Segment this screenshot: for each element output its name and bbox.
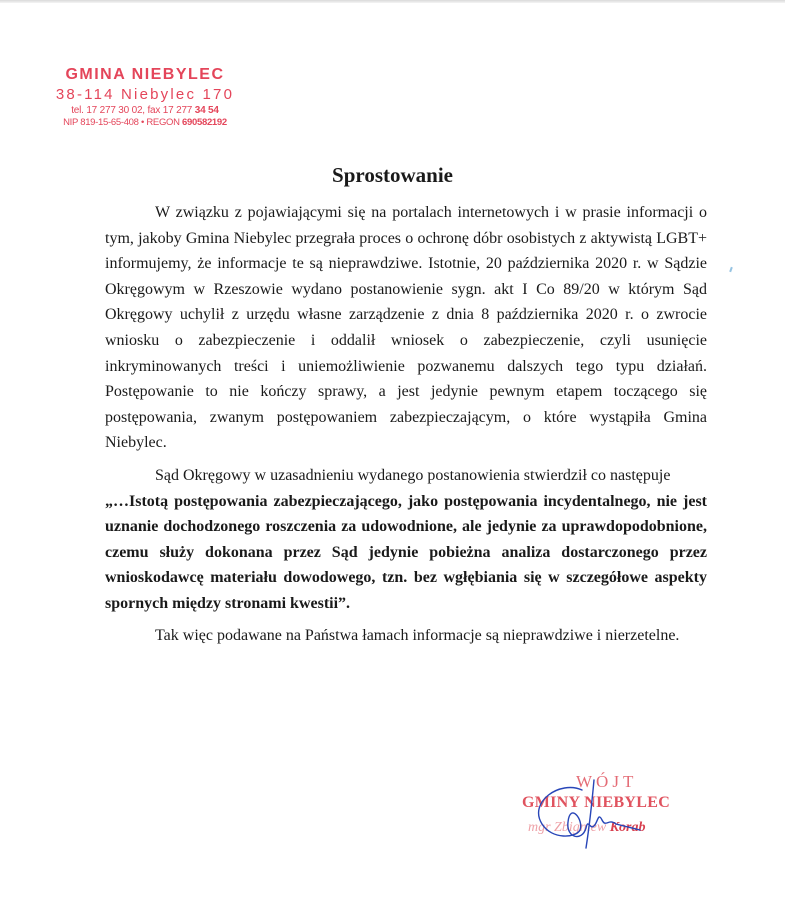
- paragraph-intro: W związku z pojawiającymi się na portalach internetowych i w prasie informacji o tym, jakoby Gmina Niebylec przegrała proces o ochronę dóbr osobistych z aktywistą LGBT+ informujemy, że informacje te są nieprawdziwe. Istotnie, 20 października 2020 r. w Sądzie Okręgowym w Rzeszowie wydano postanowienie sygn. akt I Co 89/20 w którym Sąd Okręgowy uchylił z urzędu własne zarządzenie z dnia 8 października 2020 r. o zwrocie wniosku o zabezpieczenie i oddalił wniosek o zabezpieczenie, czyli usunięcie inkryminowanych treści i uniemożliwienie pozwanemu dalszych tego typu działań. Postępowanie to nie kończy sprawy, a jest jedynie pewnym etapem toczącego się postępowania, zwanym postępowaniem zabezpieczającym, o które wystąpiła Gmina Niebylec.: [105, 204, 707, 452]
- scan-mark: [729, 267, 733, 272]
- letterhead-ids: [40, 117, 250, 129]
- court-quote: „…Istotą postępowania zabezpieczającego, jako postępowania incydentalnego, nie jest uznanie dochodzonego roszczenia za udowodnione, ale jedynie za uprawdopodobnione, czemu służy dokonana przez Sąd jedynie pobieżna analiza dostarczonego przez wnioskodawcę materiału dowodowego, tzn. bez wgłębiania się w szczegółowe aspekty spornych między stronami kwestii”.: [105, 492, 707, 612]
- document-body: [105, 200, 707, 648]
- scan-top-edge: [0, 0, 785, 3]
- court-statement: Sąd Okręgowy w uzasadnieniu wydanego postanowienia stwierdził co następuje: [155, 466, 671, 484]
- signature-office: GMINY NIEBYLEC: [522, 794, 671, 811]
- letterhead-name: GMINA NIEBYLEC: [65, 66, 225, 83]
- signature-title: WÓJT: [576, 772, 638, 791]
- paragraph-court: [105, 463, 707, 617]
- document-title: Sprostowanie: [332, 163, 453, 187]
- letterhead-phone: [40, 104, 250, 117]
- letterhead-phone-main: tel. 17 277 30 02, fax 17 277: [71, 105, 195, 116]
- signature-stamp: [520, 772, 680, 852]
- letterhead-regon: 690582192: [182, 117, 227, 128]
- letterhead-address: 38-114 Niebylec 170: [55, 86, 235, 103]
- signature-first-name: mgr Zbigniew: [528, 820, 607, 835]
- letterhead-nip: NIP 819-15-65-408 • REGON: [63, 117, 183, 128]
- letterhead-stamp: [40, 64, 250, 129]
- paragraph-closing: Tak więc podawane na Państwa łamach informacje są nieprawdziwe i nierzetelne.: [155, 626, 680, 644]
- signature-surname: Korab: [609, 820, 646, 835]
- handwritten-signature-icon: [520, 772, 680, 852]
- letterhead-phone-end: 34 54: [194, 105, 219, 116]
